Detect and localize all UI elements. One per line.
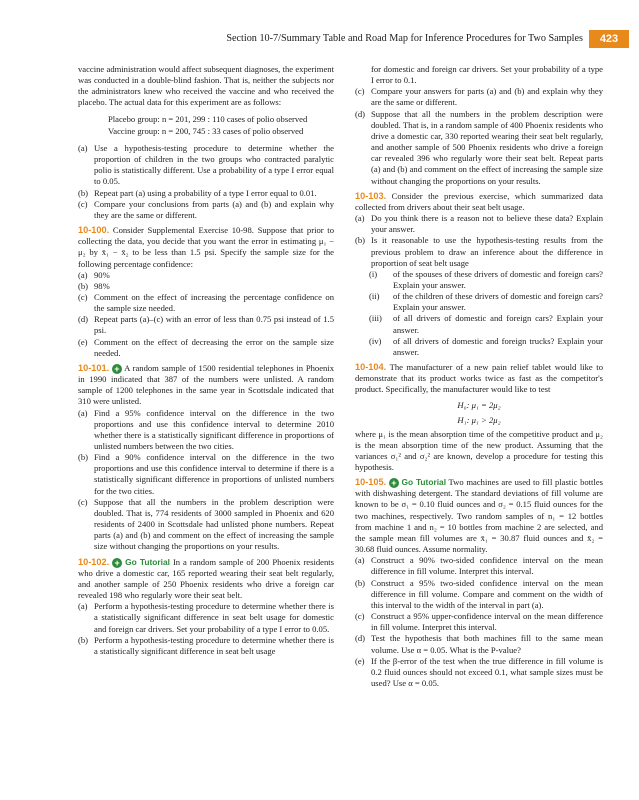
part-text: Do you think there is a reason not to believe these data? Explain your answer.	[371, 213, 603, 235]
exercise-subpart	[355, 269, 603, 291]
subpart-label: (iii)	[369, 313, 382, 324]
exercise-number: 10-105.	[355, 477, 387, 488]
exercise-part	[355, 656, 603, 689]
part-text: 90%	[94, 269, 110, 280]
alternative-hypothesis: H₁: μ₁ > 2μ₂	[457, 414, 501, 425]
exercise-number: 10-103.	[355, 190, 387, 201]
exercise-part	[355, 611, 603, 633]
part-label: (a)	[78, 269, 88, 280]
exercise-100	[78, 225, 334, 270]
exercise-text: Two machines are used to fill plastic bottles with dishwashing detergent. The standard deviations of fill volume are known to be σ₁ = 0.10 fluid ounces and σ₂ = 0.15 fluid ounces for the two machines, respectively. Two random samples of n₁ = 12 bottles from machine 1 and n₂ = 10 bottles from machine 2 are selected, and the sample mean fill volumes are x̄₁ = 30.87 fluid ounces and x̄₂ = 30.68 fluid ounces. Assume normality.	[355, 477, 603, 555]
vaccine-group-data: Vaccine group: n = 200, 745 : 33 cases of polio observed	[108, 125, 304, 136]
part-text: Perform a hypothesis-testing procedure to determine whether there is a statistically significant difference in seat belt usage for domestic and foreign car drivers. Set your probability of a type I error to 0.05.	[94, 601, 334, 634]
exercise-number: 10-101.	[78, 362, 110, 373]
exercise-part	[78, 292, 334, 314]
page-number: 423	[589, 30, 629, 48]
exercise-part	[355, 109, 603, 187]
exercise-number: 10-104.	[355, 362, 387, 373]
exercise-part	[78, 408, 334, 453]
exercise-part	[78, 337, 334, 359]
part-label: (b)	[78, 634, 89, 645]
part-text: Test the hypothesis that both machines fill to the same mean volume. Use α = 0.05. What is the P-value?	[371, 633, 603, 655]
exercise-part	[78, 635, 334, 657]
exercise-105	[355, 477, 603, 555]
part-label: (c)	[355, 86, 365, 97]
exercise-part	[355, 555, 603, 577]
exercise-part	[78, 270, 334, 281]
part-label: (a)	[78, 142, 88, 153]
left-column	[78, 64, 334, 657]
part-text: Repeat parts (a)–(c) with an error of less than 0.75 psi instead of 1.5 psi.	[94, 314, 334, 336]
part-label: (d)	[78, 314, 89, 325]
subpart-text: of all drivers of domestic and foreign cars? Explain your answer.	[393, 313, 603, 335]
part-label: (a)	[78, 407, 88, 418]
exercise-part	[355, 235, 603, 268]
exercise-text: Consider the previous exercise, which summarized data collected from drivers about their seat belt usage.	[355, 190, 603, 212]
part-label: (e)	[78, 336, 88, 347]
part-text: 98%	[94, 280, 110, 291]
part-text: Construct a 95% upper-confidence interval on the mean difference in fill volume. Interpret this interval.	[371, 611, 603, 633]
exercise-103	[355, 191, 603, 213]
part-text: Compare your conclusions from parts (a) and (b) and explain why they are the same or different.	[94, 198, 334, 220]
part-text: Find a 90% confidence interval on the difference in the two proportions and use this confidence interval to determine if there is a statistically significant difference in proportions of unlisted numbers for the two cities.	[94, 452, 334, 496]
null-hypothesis: H₀: μ₁ = 2μ₂	[457, 399, 501, 410]
exercise-subpart	[355, 313, 603, 335]
part-text: Suppose that all the numbers in the problem description were doubled. That is, 774 residents of 3000 sampled in Phoenix and 620 residents of 2400 in Scottsdale had unlisted phone numbers. Repeat parts (a) and (b) and comment on the effect of increasing the sample size without changing the proportions on your results.	[94, 496, 334, 552]
part-label: (b)	[355, 235, 366, 246]
plus-icon: +	[112, 558, 122, 568]
part-label: (a)	[78, 601, 88, 612]
exercise-102	[78, 557, 334, 602]
part-label: (a)	[355, 555, 365, 566]
exercise-text: A random sample of 1500 residential telephones in Phoenix in 1990 indicated that 387 of the numbers were unlisted. A random sample of 1200 telephones in the same year in Scottsdale indicated that 310 were unlisted.	[78, 362, 334, 407]
part-text: for domestic and foreign car drivers. Set your probability of a type I error to 0.1.	[371, 64, 603, 86]
exercise-part	[78, 188, 334, 199]
plus-icon: +	[112, 364, 122, 374]
exercise-text: In a random sample of 200 Phoenix residents who drive a domestic car, 165 reported wearing their seat belt regularly, and another sample of 250 Phoenix residents who drive a foreign car revealed 198 who regularly wore their seat belt.	[78, 556, 334, 601]
plus-icon: +	[389, 478, 399, 488]
part-label: (b)	[78, 280, 89, 291]
part-label: (b)	[78, 452, 89, 463]
subpart-label: (iv)	[369, 335, 382, 346]
part-text: Comment on the effect of decreasing the error on the sample size needed.	[94, 336, 334, 358]
part-text: Use a hypothesis-testing procedure to determine whether the proportion of children in the two groups who contracted paralytic polio is statistically different. Use a probability of a type I error equal to 0.05.	[94, 142, 334, 187]
part-text: Is it reasonable to use the hypothesis-testing results from the previous problem to draw an inference about the difference in proportion of seat belt usage	[371, 235, 603, 268]
part-text: Compare your answers for parts (a) and (b) and explain why they are the same or different.	[371, 86, 603, 108]
exercise-part	[78, 199, 334, 221]
exercise-subpart	[355, 336, 603, 358]
exercise-99-intro: vaccine administration would affect subsequent diagnoses, the experiment was conducted in a double-blind fashion. That is, neither the subjects nor the administrators knew who received the vaccine and who received the placebo. The actual data for this experiment are as follows:	[78, 64, 334, 108]
exercise-part	[78, 497, 334, 553]
exercise-part	[355, 213, 603, 235]
part-label: (c)	[355, 611, 365, 622]
part-text: Comment on the effect of increasing the percentage confidence on the sample size needed.	[94, 291, 334, 314]
exercise-subpart	[355, 291, 603, 313]
exercise-part	[355, 633, 603, 655]
subpart-text: of the spouses of these drivers of domestic and foreign cars? Explain your answer.	[393, 268, 603, 290]
exercise-text: The manufacturer of a new pain relief tablet would like to demonstrate that its product works twice as fast as the competitor's product. Specifically, the manufacturer would like to test	[355, 362, 603, 395]
subpart-text: of all drivers of domestic and foreign trucks? Explain your answer.	[393, 335, 603, 357]
exercise-part	[78, 314, 334, 336]
subpart-label: (i)	[369, 268, 378, 279]
part-label: (b)	[78, 187, 89, 198]
part-text: If the β-error of the test when the true difference in fill volume is 0.2 fluid ounces should not exceed 0.1, what sample sizes must be used? Use α = 0.05.	[371, 655, 603, 688]
part-label: (d)	[355, 108, 366, 119]
subpart-label: (ii)	[369, 291, 380, 302]
exercise-text: Consider Supplemental Exercise 10-98. Suppose that prior to collecting the data, you decide that you want the error in estimating μ₁ − μ₂ by x̄₁ − x̄₂ to be less than 1.5 psi. Specify the sample size for the following percentage confidence:	[78, 225, 334, 269]
exercise-part-continued	[355, 64, 603, 86]
part-label: (a)	[355, 213, 365, 224]
part-text: Construct a 90% two-sided confidence interval on the mean difference in fill volume. Interpret this interval.	[371, 555, 603, 577]
part-label: (c)	[78, 496, 88, 507]
go-tutorial-link[interactable]: Go Tutorial	[125, 556, 170, 567]
part-text: Repeat part (a) using a probability of a type I error equal to 0.01.	[94, 187, 317, 198]
exercise-104	[355, 362, 603, 395]
exercise-101	[78, 363, 334, 408]
exercise-part	[78, 452, 334, 497]
part-label: (c)	[78, 198, 88, 209]
go-tutorial-link[interactable]: Go Tutorial	[401, 477, 447, 488]
exercise-part	[78, 143, 334, 188]
exercise-number: 10-100.	[78, 225, 110, 236]
running-head: Section 10-7/Summary Table and Road Map for Inference Procedures for Two Samples	[226, 33, 583, 44]
page-header	[0, 30, 639, 50]
subpart-text: of the children of these drivers of domestic and foreign cars? Explain your answer.	[393, 291, 603, 313]
exercise-number: 10-102.	[78, 556, 110, 567]
part-text: Suppose that all the numbers in the problem description were doubled. That is, in a random sample of 400 Phoenix residents who drive a domestic car, 330 reported wearing their seat belt regularly, and another sample of 500 Phoenix residents who drive a foreign car revealed 396 who regularly wore their seat belt. Repeat parts (a) and (b) and comment on the effect of increasing the sample size without changing the proportions on your results.	[371, 108, 603, 186]
part-label: (d)	[355, 633, 366, 644]
exercise-part	[78, 281, 334, 292]
exercise-104-continued: where μ₁ is the mean absorption time of the competitive product and μ₂ is the mean absorption time of the new product. Assuming that the variances σ₁² and σ₂² are known, develop a procedure for testing this hypothesis.	[355, 428, 603, 472]
exercise-part	[78, 601, 334, 634]
exercise-99-parts	[78, 143, 334, 221]
part-text: Find a 95% confidence interval on the difference in the two proportions and use this confidence interval to determine 2010 whether there is a statistically significant difference in proportions of unlisted numbers between the two cities.	[94, 407, 334, 451]
placebo-group-data: Placebo group: n = 201, 299 : 110 cases of polio observed	[108, 113, 308, 124]
part-label: (c)	[78, 291, 88, 302]
part-label: (e)	[355, 655, 365, 666]
exercise-part	[355, 86, 603, 108]
part-label: (b)	[355, 577, 366, 588]
right-column	[355, 64, 603, 689]
part-text: Construct a 95% two-sided confidence interval on the mean difference in fill volume. Compare and comment on the width of this interval to the width of the interval in part (a).	[371, 577, 603, 610]
part-text: Perform a hypothesis-testing procedure to determine whether there is a statistically significant difference in seat belt usage	[94, 634, 334, 656]
exercise-part	[355, 578, 603, 611]
